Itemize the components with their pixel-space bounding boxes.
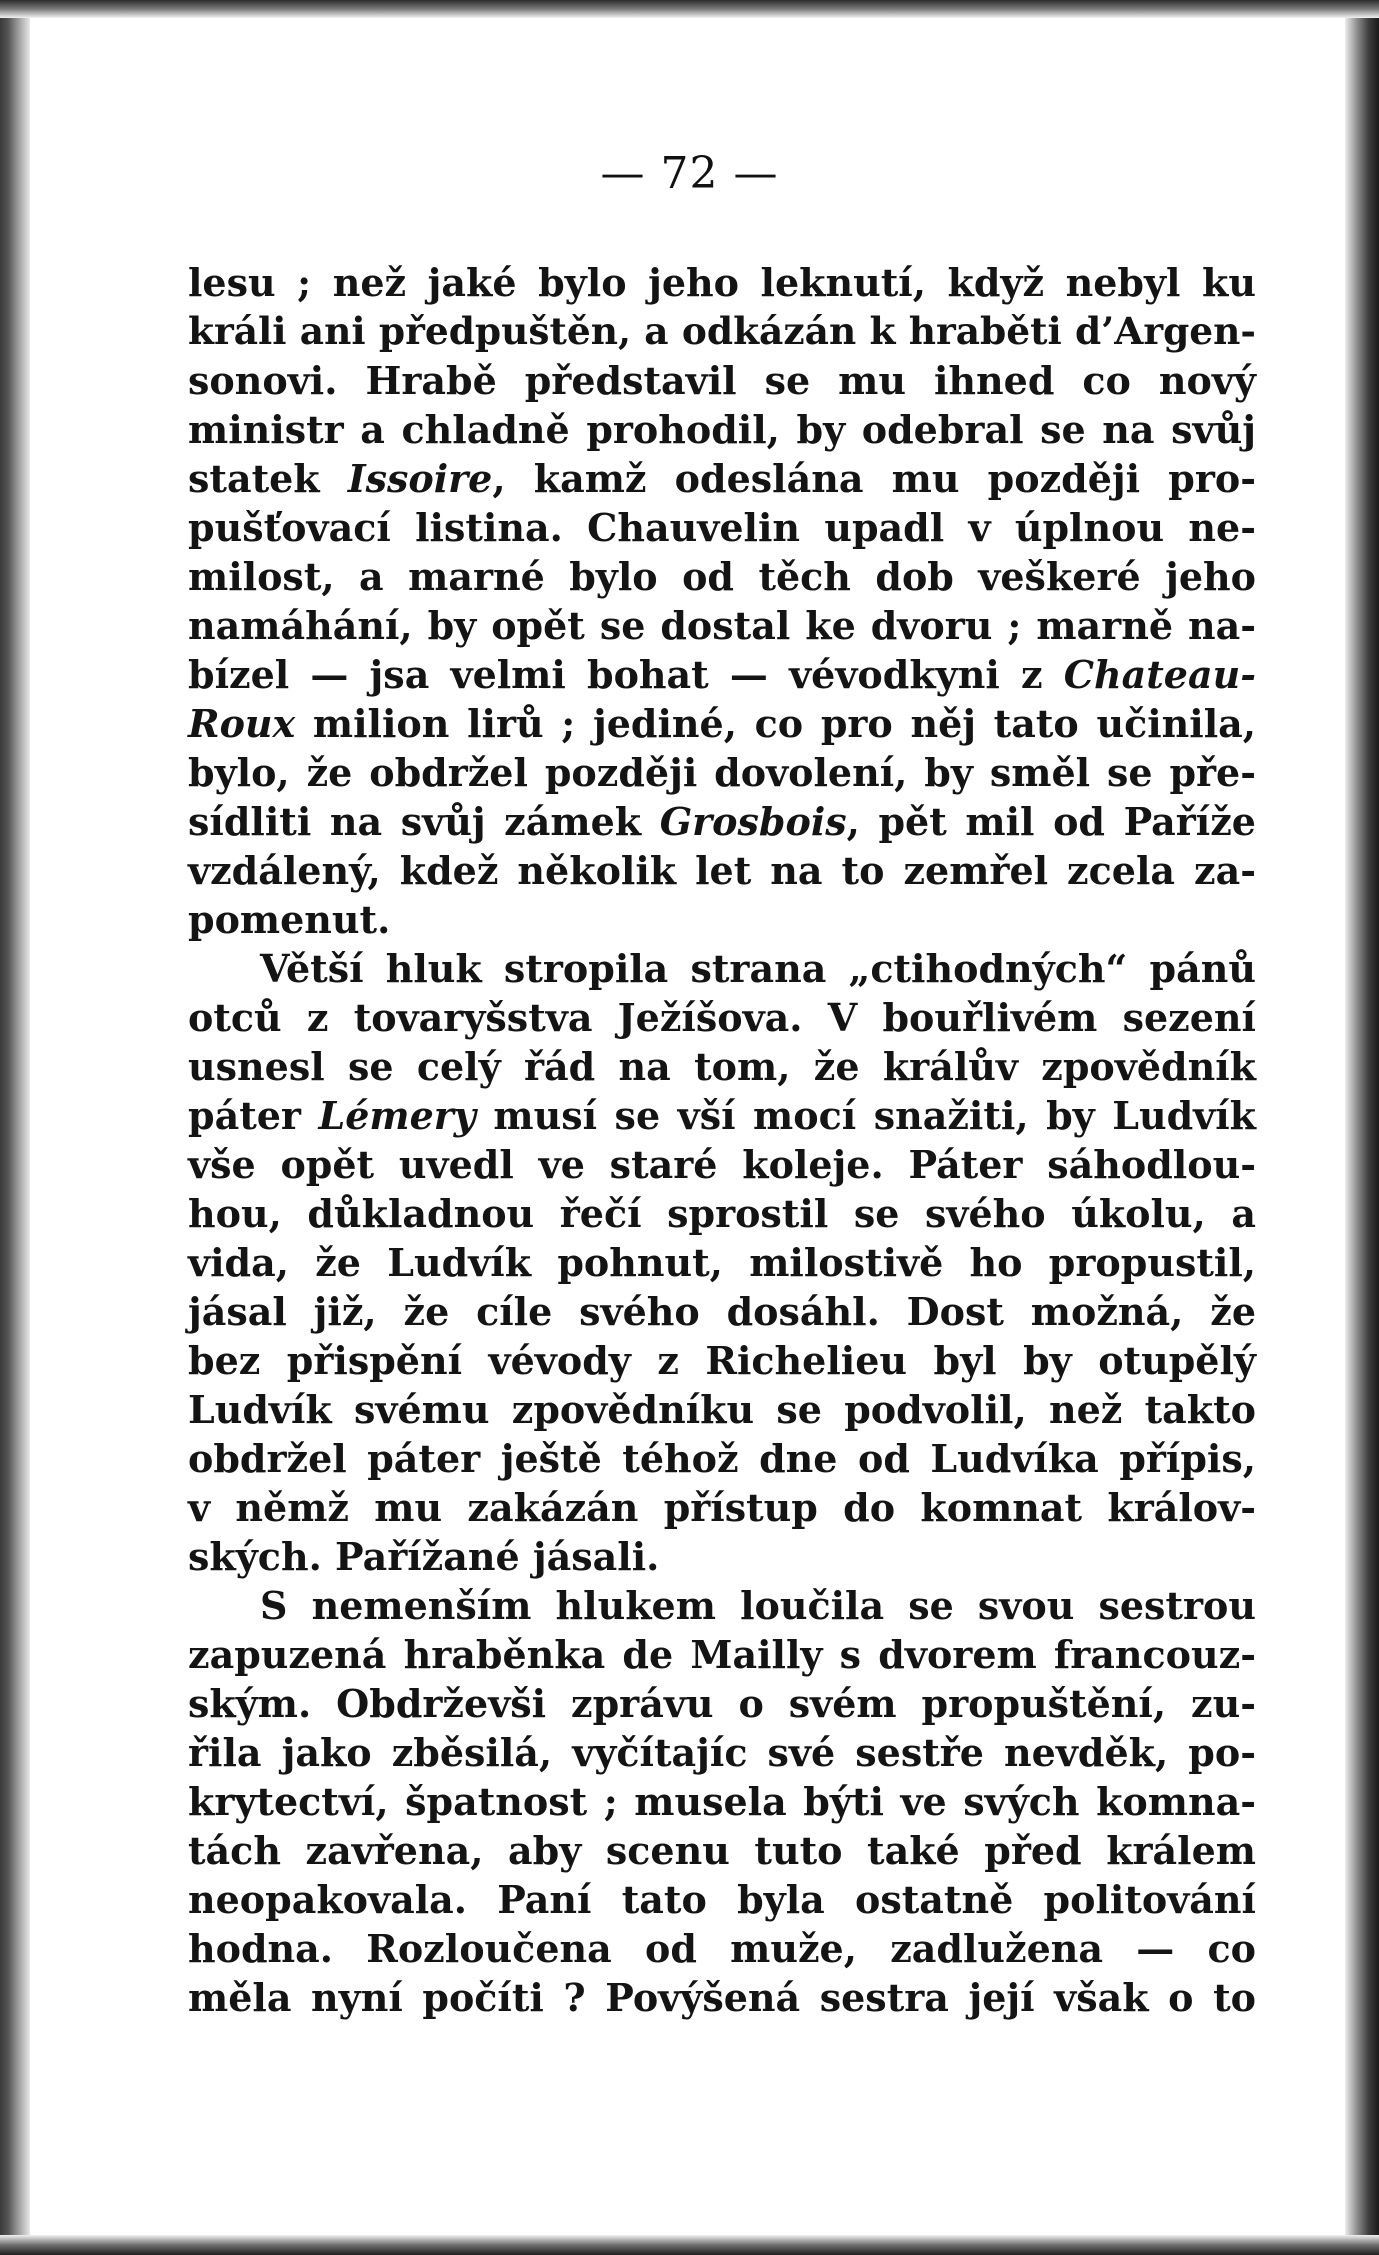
text-line [188, 1287, 1256, 1336]
text-line-content: vzdálený, kdež několik let na to zemřel zcela za- [188, 848, 1256, 893]
text-line-pre: bízel — jsa velmi bohat — vévodkyni z [188, 652, 1064, 697]
italic-name: Issoire [347, 456, 493, 501]
text-line [188, 895, 1256, 944]
text-line [188, 944, 1256, 993]
text-line-content: zapuzená hraběnka de Mailly s dvorem francouz- [188, 1632, 1256, 1677]
text-line-content: krytectví, špatnost ; musela býti ve svých komna- [188, 1779, 1256, 1824]
text-line [188, 307, 1256, 356]
text-line [188, 1630, 1256, 1679]
text-line [188, 748, 1256, 797]
text-line [188, 993, 1256, 1042]
text-line [188, 1434, 1256, 1483]
text-line [188, 1336, 1256, 1385]
text-line-content: S nemenším hlukem loučila se svou sestrou [260, 1583, 1256, 1628]
italic-name: Lémery [318, 1093, 476, 1138]
text-line-pre: sídliti na svůj zámek [188, 799, 660, 844]
text-line-content: Větší hluk stropila strana „ctihodných“ pánů [260, 946, 1256, 991]
text-line-content: obdržel páter ještě téhož dne od Ludvíka přípis, [188, 1436, 1256, 1481]
text-line [188, 1238, 1256, 1287]
text-line [188, 1581, 1256, 1630]
text-line-content: lesu ; než jaké bylo jeho leknutí, když nebyl ku [188, 260, 1256, 305]
text-line [188, 1385, 1256, 1434]
text-line-content: hou, důkladnou řečí sprostil se svého úkolu, a [188, 1191, 1256, 1236]
text-line-content: ských. Pařížané jásali. [188, 1534, 660, 1579]
text-line [188, 601, 1256, 650]
text-line [188, 846, 1256, 895]
text-line-content: měla nyní počíti ? Povýšená sestra její však o to [188, 1975, 1256, 2020]
text-line-post: musí se vší mocí snažiti, by Ludvík [475, 1093, 1257, 1138]
text-line [188, 552, 1256, 601]
text-line [188, 699, 1256, 748]
text-line-post: , kamž odeslána mu později pro- [492, 456, 1256, 501]
text-line-content: řila jako zběsilá, vyčítajíc své sestře nevděk, po- [188, 1730, 1256, 1775]
text-line-content: vida, že Ludvík pohnut, milostivě ho propustil, [188, 1240, 1256, 1285]
text-line-pre: statek [188, 456, 348, 501]
text-line [188, 356, 1256, 405]
text-line-content: pušťovací listina. Chauvelin upadl v úplnou ne- [188, 505, 1256, 550]
text-line-content: ministr a chladně prohodil, by odebral se na svůj [188, 407, 1256, 452]
text-line-content: hodna. Rozloučena od muže, zadlužena — co [188, 1926, 1256, 1971]
text-line-content: bez přispění vévody z Richelieu byl by otupělý [188, 1338, 1256, 1383]
text-line-content: vše opět uvedl ve staré koleje. Páter sáhodlou- [188, 1142, 1256, 1187]
text-line-content: pomenut. [188, 897, 391, 942]
text-line-content: Ludvík svému zpovědníku se podvolil, než takto [188, 1387, 1256, 1432]
text-line [188, 1924, 1256, 1973]
text-line-content: sonovi. Hrabě představil se mu ihned co nový [188, 358, 1256, 403]
page-number: — 72 — [600, 148, 779, 199]
page-edge-shadow-top [0, 0, 1379, 18]
text-line-post: milion lirů ; jediné, co pro něj tato učinila, [295, 701, 1256, 746]
text-line-pre: páter [188, 1093, 319, 1138]
italic-name: Chateau- [1063, 652, 1256, 697]
text-line [188, 1091, 1256, 1140]
text-line [188, 1728, 1256, 1777]
text-line-post: , pět mil od Paříže [846, 799, 1256, 844]
text-line-content: milost, a marné bylo od těch dob veškeré jeho [188, 554, 1256, 599]
text-line-content: bylo, že obdržel později dovolení, by směl se pře- [188, 750, 1256, 795]
text-line [188, 454, 1256, 503]
text-line [188, 1679, 1256, 1728]
text-line [188, 503, 1256, 552]
text-line [188, 1140, 1256, 1189]
text-line [188, 1875, 1256, 1924]
italic-name: Roux [188, 701, 296, 746]
text-line [188, 1189, 1256, 1238]
text-line-content: jásal již, že cíle svého dosáhl. Dost možná, že [188, 1289, 1256, 1334]
text-line [188, 650, 1256, 699]
text-line-content: usnesl se celý řád na tom, že králův zpovědník [188, 1044, 1256, 1089]
text-line [188, 797, 1256, 846]
page-edge-shadow-right [1345, 0, 1379, 2255]
text-line-content: otců z tovaryšstva Ježíšova. V bouřlivém sezení [188, 995, 1256, 1040]
italic-name: Grosbois [659, 799, 847, 844]
text-line-content: v němž mu zakázán přístup do komnat králov- [188, 1485, 1256, 1530]
page-edge-shadow-left [0, 0, 30, 2255]
text-line-content: namáhání, by opět se dostal ke dvoru ; marně na- [188, 603, 1256, 648]
text-line-content: tách zavřena, aby scenu tuto také před králem [188, 1828, 1256, 1873]
text-line [188, 258, 1256, 307]
text-line [188, 1532, 1256, 1581]
text-line-content: neopakovala. Paní tato byla ostatně politování [188, 1877, 1256, 1922]
page-edge-shadow-bottom [0, 2235, 1379, 2255]
text-line [188, 1777, 1256, 1826]
text-line [188, 1042, 1256, 1091]
text-line [188, 405, 1256, 454]
text-line [188, 1973, 1256, 2022]
text-line [188, 1483, 1256, 1532]
text-line-content: králi ani předpuštěn, a odkázán k hraběti d’Argen- [188, 309, 1256, 353]
body-text [188, 258, 1256, 2022]
text-line [188, 1826, 1256, 1875]
text-line-content: ským. Obdrževši zprávu o svém propuštění, zu- [188, 1681, 1256, 1726]
